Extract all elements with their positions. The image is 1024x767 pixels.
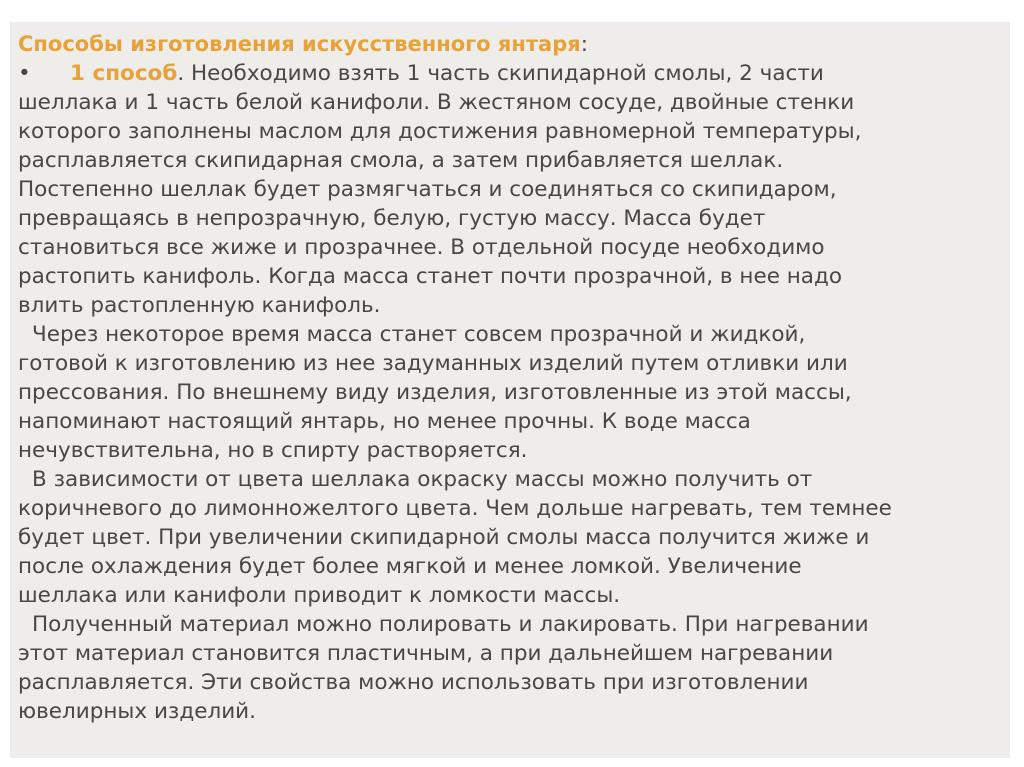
article-heading (18, 30, 996, 59)
heading-text: Способы изготовления искусственного янтаря (18, 32, 581, 56)
text-line: напоминают настоящий янтарь, но менее прочны. К воде масса (18, 409, 751, 434)
article-body (18, 30, 996, 726)
slide (10, 10, 1014, 757)
text-line: шеллака или канифоли приводит к ломкости массы. (18, 583, 621, 608)
text-line: этот материал становится пластичным, а при дальнейшем нагревании (18, 641, 834, 666)
text-line: Постепенно шеллак будет размягчаться и соединяться со скипидаром, (18, 177, 837, 202)
text-line: которого заполнены маслом для достижения равномерной температуры, (18, 119, 862, 144)
text-line: коричневого до лимонножелтого цвета. Чем дольше нагревать, тем темнее (18, 496, 892, 521)
text-line: расплавляется скипидарная смола, а затем прибавляется шеллак. (18, 148, 784, 173)
heading-colon: : (580, 32, 588, 57)
paragraph-start-line: В зависимости от цвета шеллака окраску массы можно получить от (32, 467, 813, 492)
paragraph-start-line: Через некоторое время масса станет совсем прозрачной и жидкой, (32, 322, 806, 347)
text-line: влить растопленную канифоль. (18, 293, 381, 318)
text-line: . Необходимо взять 1 часть скипидарной смолы, 2 части (177, 61, 824, 86)
text-line: ювелирных изделий. (18, 699, 256, 724)
text-line: нечувствительна, но в спирту растворяется. (18, 438, 528, 463)
text-line: после охлаждения будет более мягкой и менее ломкой. Увеличение (18, 554, 802, 579)
text-line: превращаясь в непрозрачную, белую, густую массу. Масса будет (18, 206, 766, 231)
text-line: шеллака и 1 часть белой канифоли. В жестяном сосуде, двойные стенки (18, 90, 855, 115)
bullet-icon: • (18, 61, 31, 86)
method-label: 1 способ (70, 61, 178, 86)
text-line: растопить канифоль. Когда масса станет почти прозрачной, в нее надо (18, 264, 843, 289)
method-line (18, 59, 996, 88)
text-line: прессования. По внешнему виду изделия, изготовленные из этой массы, (18, 380, 852, 405)
text-panel (10, 22, 1010, 758)
text-line: будет цвет. При увеличении скипидарной смолы масса получится жиже и (18, 525, 870, 550)
paragraph-start-line: Полученный материал можно полировать и лакировать. При нагревании (32, 612, 869, 637)
text-line: становиться все жиже и прозрачнее. В отдельной посуде необходимо (18, 235, 825, 260)
text-line: расплавляется. Эти свойства можно использовать при изготовлении (18, 670, 809, 695)
text-line: готовой к изготовлению из нее задуманных изделий путем отливки или (18, 351, 848, 376)
